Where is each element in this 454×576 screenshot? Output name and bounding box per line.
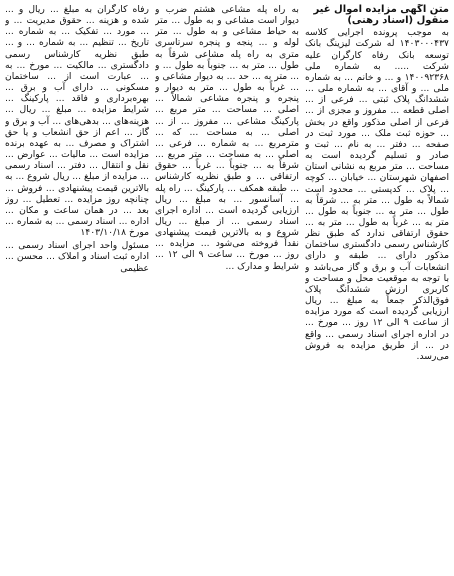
notice-title: متن آگهی مزایده اموال غیر منقول (اسناد رهنی) [313,4,449,27]
notice-paragraph: به موجب پرونده اجرایی کلاسه ۱۴۰۳۰۰۰۴۳۷ له شرکت لیزینگ بانک توسعه بانک رفاه کارگران علیه شرکت ..... به شماره ملی ۱۴۰۰۹۲۳۶۸ و ... و خانم ... به شماره ملی ... و آقای ... به شماره ملی ... ششدانگ پلاک ثبتی ... فرعی از ... اصلی قطعه ... مفروز و مجزی از ... فرعی از اصلی مذکور واقع در بخش ... حوزه ثبت ملک ... مورد ثبت در صفحه ... دفتر ... به نام ... ثبت و صادر و تسلیم گردیده است به مساحت ... متر مربع به نشانی استان اصفهان شهرستان ... خیابان ... کوچه ... پلاک ... کدپستی ... محدود است شمالاً به طول ... متر به ... شرقاً به طول ... متر به ... جنوباً به طول ... متر به ... غرباً به طول ... متر به ... حقوق ارتفاقی ندارد که طبق نظر کارشناس رسمی دادگستری ساختمان مذکور دارای ... طبقه و دارای انشعابات آب و برق و گاز می‌باشد و با توجه به موقعیت محل و مساحت و کاربری ارزش ششدانگ پلاک فوق‌الذکر جمعاً به مبلغ ... ریال ارزیابی گردیده است که مورد مزایده از ساعت ۹ الی ۱۲ روز ... مورخ ... در اداره اجرای اسناد رسمی ... واقع در ... از طریق مزایده به فروش می‌رسد. [305,27,449,362]
notice-column-middle [155,4,299,572]
notice-column-right [305,4,449,572]
notice-paragraph: به راه پله مشاعی هشتم ضرب و دیوار است مشاعی و به طول ... متر به حیاط مشاعی و به طول ... متر لوله و ... پنجه و پنجره سرتاسری متری به راه پله مشاعی شرقاً به طول ... متر به ... جنوباً به طول ... و ... متر به ... حد ... به دیوار مشاعی و ... غرباً به طول ... متر به دیوار و پنجره و پنجره مشاعی شمالاً ... اصلی ... مساحت ... متر مربع ... پارکینگ مشاعی ... مفروز ... از ... اصلی ... به مساحت ... که ... مترمربع ... به شماره ... فرعی ... اصلی ... به مساحت ... متر مربع ... شرقاً به ... جنوباً ... غرباً ... حقوق ارتفاقی ... و طبق نظریه کارشناس ... طبقه همکف ... پارکینگ ... راه پله ... آسانسور ... به مبلغ ... ریال ارزیابی گردیده است ... اداره اجرای اسناد رسمی ... از مبلغ ... ریال شروع و به بالاترین قیمت پیشنهادی نقداً فروخته می‌شود ... مزایده ... روز ... مورخ ... ساعت ۹ الی ۱۲ ... شرایط و مدارک ... [155,4,299,272]
notice-signature: مسئول واحد اجرای اسناد رسمی ... اداره ثبت اسناد و املاک ... محسن ... عظیمی [5,240,149,274]
notice-column-left [5,4,149,572]
notice-paragraph: رفاه کارگران به مبلغ ... ریال و ... شده و هزینه ... حقوق مدیریت ... و ... مورد ... تفکیک ... به شماره ... تاریخ ... تنظیم ... به شماره ... و ... طبق نظریه کارشناس رسمی دادگستری ... مالکیت ... مورخ ... به ... عبارت است از ... ساختمان مسکونی ... دارای آب و برق ... بهره‌برداری و فاقد ... پارکینگ ... شرایط مزایده ... مبلغ ... ریال ... هزینه‌های ... بدهی‌های ... آب و برق و گاز ... اعم از حق انشعاب و یا حق اشتراک و مصرف ... به عهده برنده مزایده است ... مالیات ... عوارض ... نقل و انتقال ... دفتر ... اسناد رسمی ... مزایده از مبلغ ... ریال شروع ... به بالاترین قیمت پیشنهادی ... فروش ... چنانچه روز مزایده ... تعطیل ... روز بعد ... در همان ساعت و مکان ... اداره ... اسناد رسمی ... به شماره ... مورخ ۱۴۰۳/۱۰/۱۸ [5,4,149,239]
